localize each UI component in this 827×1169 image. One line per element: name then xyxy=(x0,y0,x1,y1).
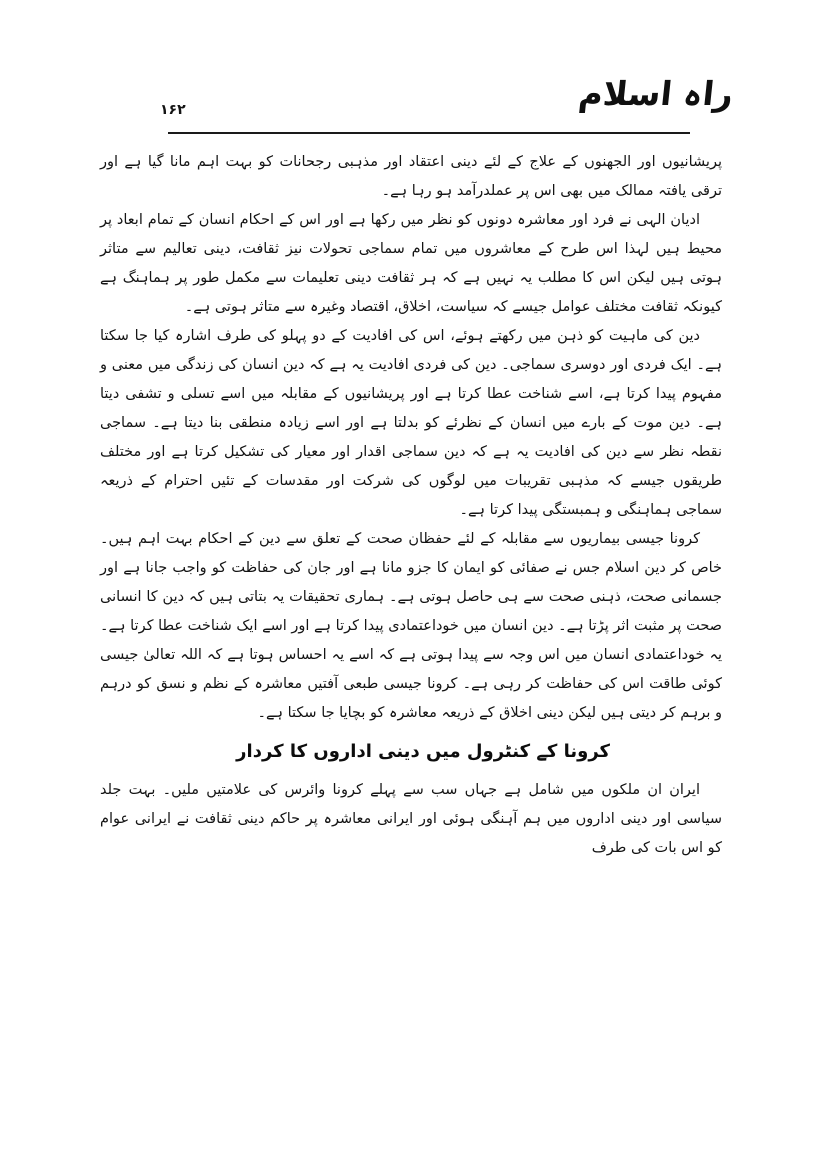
section-heading: کرونا کے کنٹرول میں دینی اداروں کا کردار xyxy=(236,741,610,762)
page-number: ۱۶۲ xyxy=(160,102,186,118)
article-body xyxy=(100,148,722,863)
body-paragraph: پریشانیوں اور الجھنوں کے علاج کے لئے دینی اعتقاد اور مذہبی رجحانات کو بہت اہم مانا گیا ہے اور ترقی یافتہ ممالک میں بھی اس پر عملدرآمد ہو رہا ہے۔ xyxy=(100,154,722,199)
body-paragraph: کرونا جیسی بیماریوں سے مقابلہ کے لئے حفظان صحت کے تعلق سے دین کے احکام بہت اہم ہیں۔ خاص کر دین اسلام جس نے صفائی کو ایمان کا جزو مانا ہے اور جان کی حفاظت کو واجب جانا ہے اور جسمانی صحت، ذہنی صحت سے ہی حاصل ہوتی ہے۔ ہماری تحقیقات یہ بتاتی ہیں کہ دین کا انسانی صحت پر مثبت اثر پڑتا ہے۔ دین انسان میں خوداعتمادی پیدا کرتا ہے اور اسے ایک شناخت عطا کرتا ہے۔ یہ خوداعتمادی انسان میں اس وجہ سے پیدا ہوتی ہے کہ اسے یہ احساس ہوتا ہے کہ اللہ تعالیٰ جیسی کوئی طاقت اس کی حفاظت کر رہی ہے۔ کرونا جیسی طبعی آفتیں معاشرہ کے نظم و نسق کو درہم و برہم کر دیتی ہیں لیکن دینی اخلاق کے ذریعہ معاشرہ کو بچایا جا سکتا ہے۔ xyxy=(100,531,722,721)
header-rule xyxy=(168,132,690,134)
magazine-title: راہ اسلام xyxy=(576,74,736,113)
body-paragraph: ادیان الہی نے فرد اور معاشرہ دونوں کو نظر میں رکھا ہے اور اس کے احکام انسان کے تمام ابعاد پر محیط ہیں لہذا اس طرح کے معاشروں میں تمام سماجی تحولات نیز ثقافت، دینی تعالیم سے متاثر ہوتی ہیں لیکن اس کا مطلب یہ نہیں ہے کہ ہر ثقافت دینی تعلیمات سے مکمل طور پر ہماہنگ ہے کیونکہ ثقافت مختلف عوامل جیسے کہ سیاست، اخلاق، اقتصاد وغیرہ سے متاثر ہوتی ہے۔ xyxy=(100,212,722,315)
body-paragraph: ایران ان ملکوں میں شامل ہے جہاں سب سے پہلے کرونا وائرس کی علامتیں ملیں۔ بہت جلد سیاسی اور دینی اداروں میں ہم آہنگی ہوئی اور ایرانی معاشرہ پر حاکم دینی ثقافت نے ایرانی عوام کو اس بات کی طرف xyxy=(100,782,722,856)
body-paragraph: دین کی ماہیت کو ذہن میں رکھتے ہوئے، اس کی افادیت کے دو پہلو کی طرف اشارہ کیا جا سکتا ہے۔ ایک فردی اور دوسری سماجی۔ دین کی فردی افادیت یہ ہے کہ دین انسان کی زندگی میں معنی و مفہوم پیدا کرتا ہے، اسے شناخت عطا کرتا ہے اور پریشانیوں کے مقابلہ میں اسے تسلی و تشفی دیتا ہے۔ دین موت کے بارے میں انسان کے نظرئے کو بدلتا ہے اور اسے زیادہ منطقی بنا دیتا ہے۔ سماجی نقطہ نظر سے دین کی افادیت یہ ہے کہ دین سماجی اقدار اور معیار کی تشکیل کرتا ہے اور مختلف طریقوں جیسے کہ مذہبی تقریبات میں لوگوں کی شرکت اور مقدسات کے تئیں احترام کے ذریعہ سماجی ہماہنگی و ہمبستگی پیدا کرتا ہے۔ xyxy=(100,328,722,518)
